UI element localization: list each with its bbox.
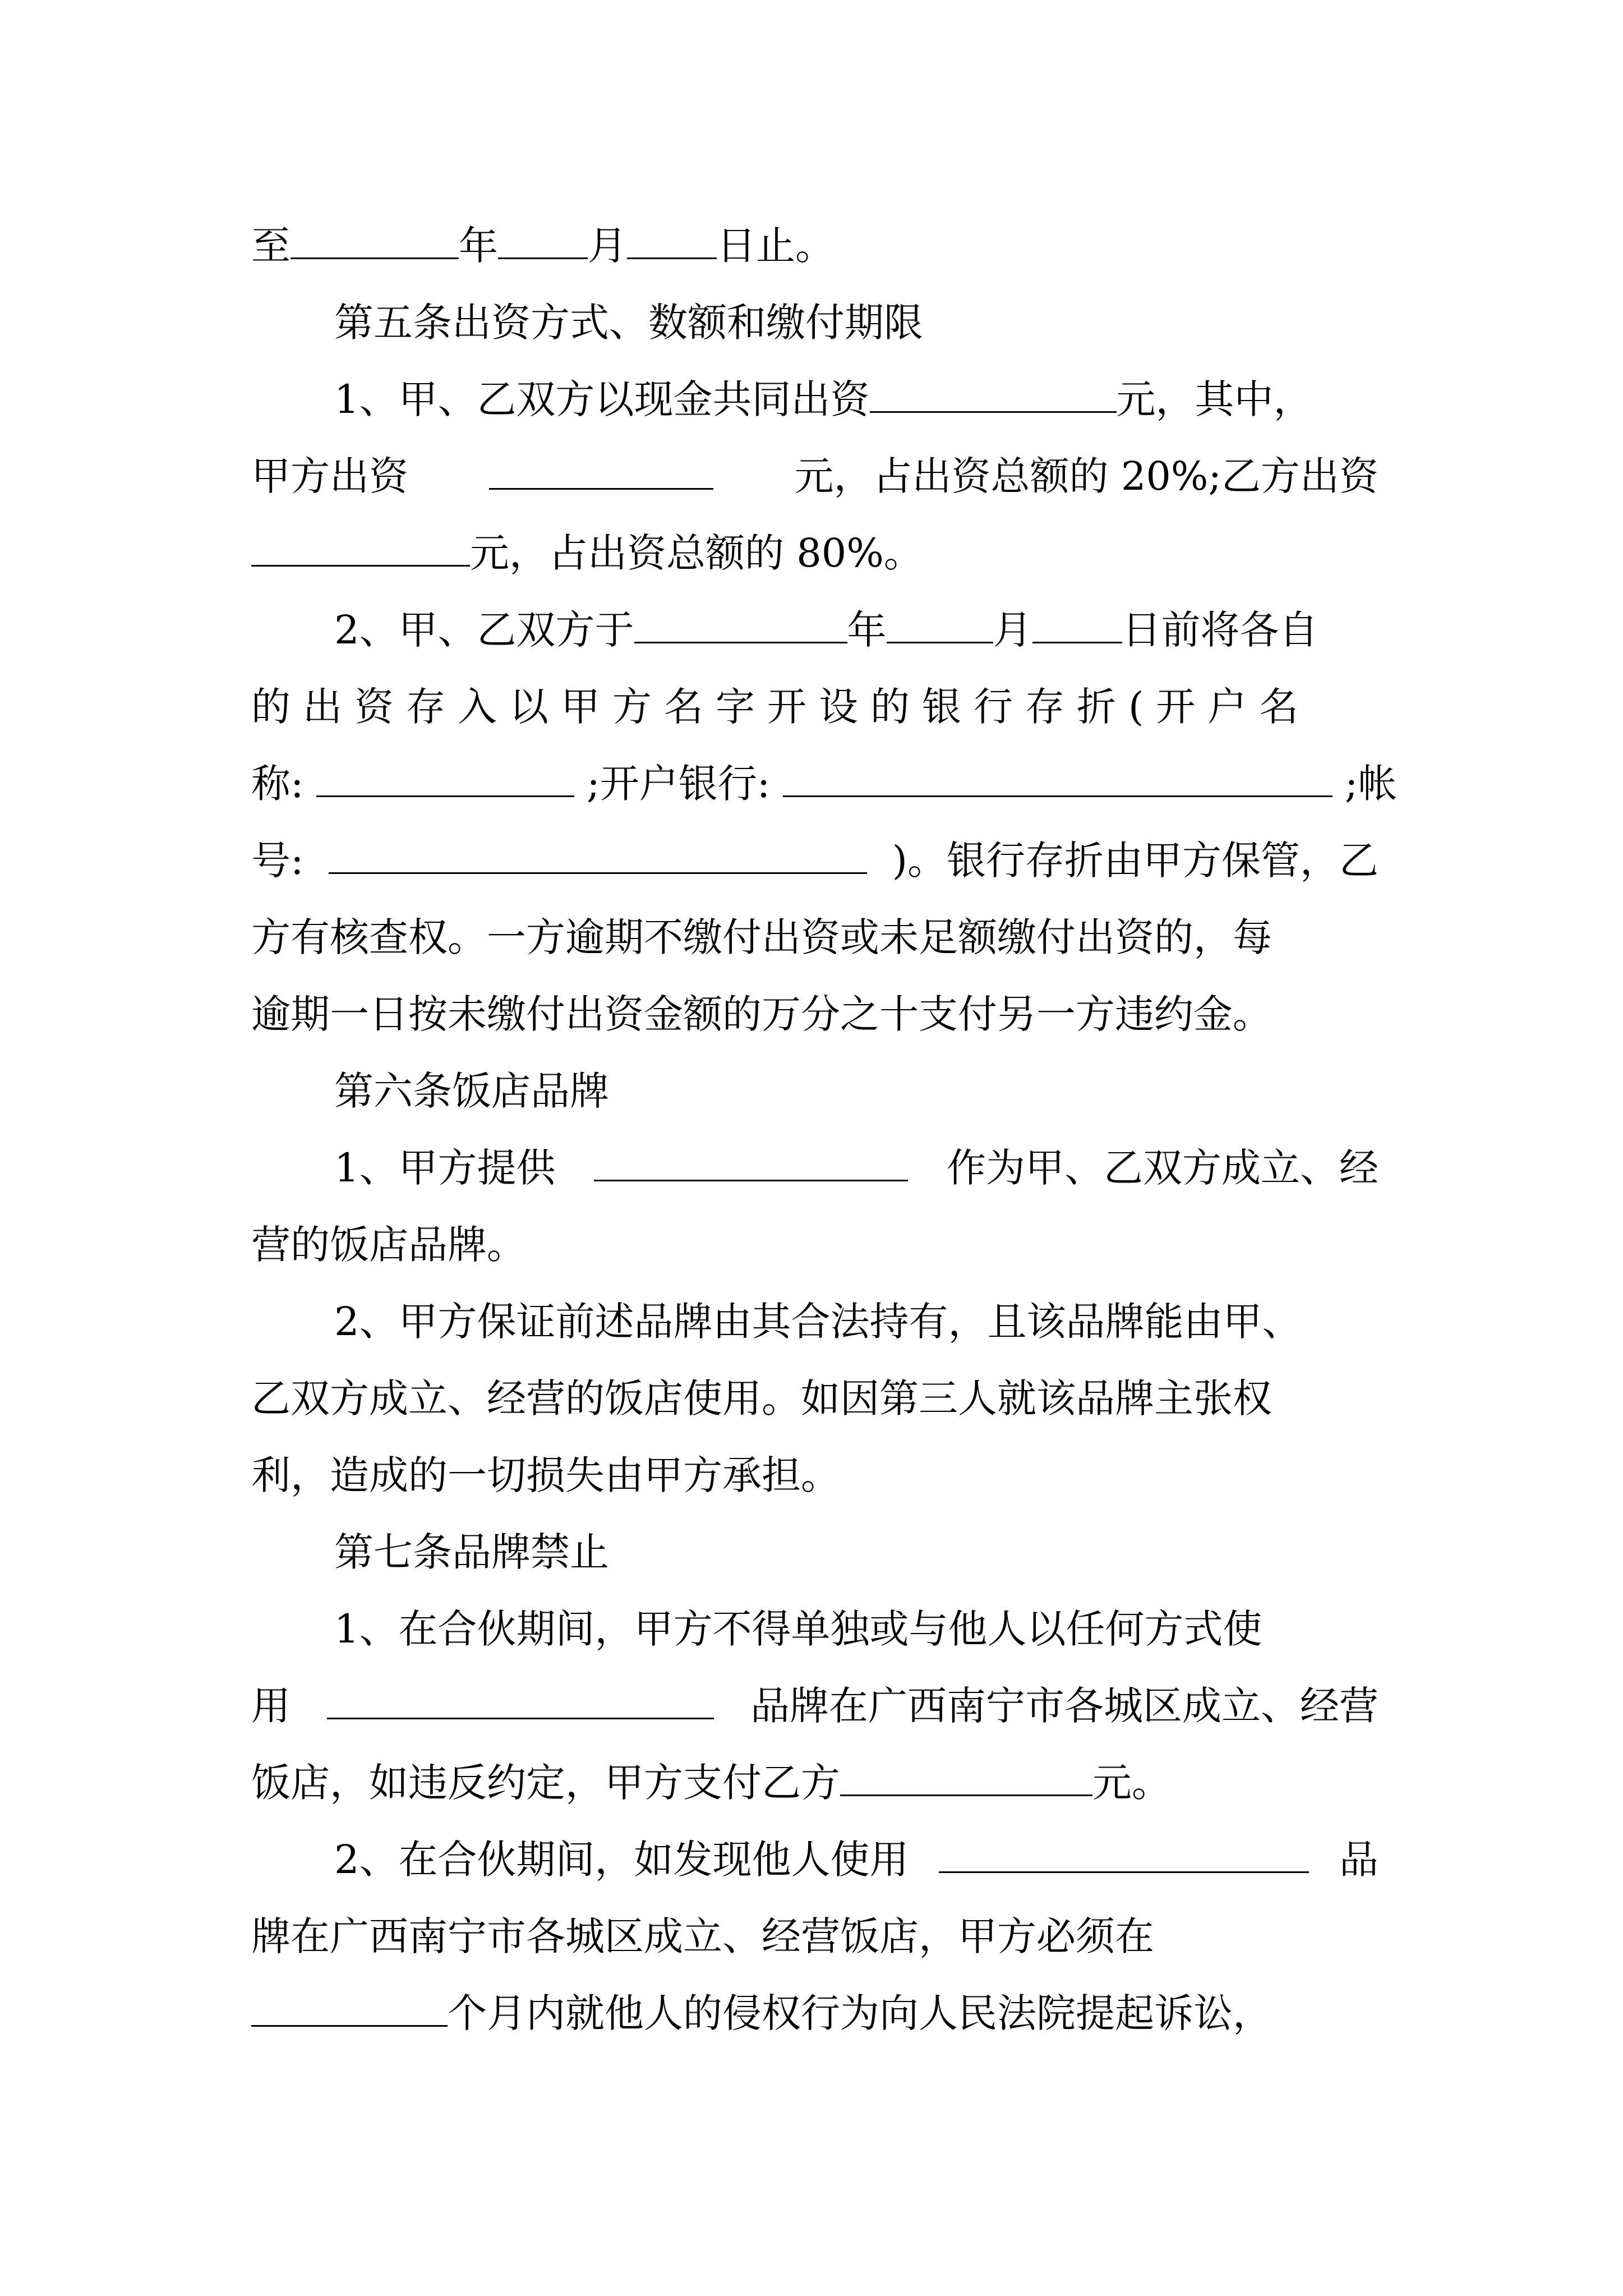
text-line — [251, 1433, 1378, 1517]
text-segment: 年 — [459, 223, 498, 269]
text-segment: 称: — [251, 761, 304, 807]
text-segment: 用 — [251, 1683, 291, 1729]
text-line — [251, 742, 1398, 826]
text-segment: ;开户银行: — [587, 761, 771, 807]
fill-in-blank[interactable] — [594, 1140, 908, 1181]
text-segment: 2、甲方保证前述品牌由其合法持有，且该品牌能由甲、 — [334, 1299, 1302, 1345]
text-segment: 个月内就他人的侵权行为向人民法院提起诉讼， — [448, 1990, 1272, 2036]
fill-in-blank[interactable] — [870, 372, 1117, 413]
text-line — [251, 1971, 1378, 2055]
text-segment: 元，其中， — [1116, 376, 1313, 422]
fill-in-blank[interactable] — [251, 1986, 448, 2027]
text-segment: 第六条饭店品牌 — [334, 1068, 609, 1114]
text-segment: 1、在合伙期间，甲方不得单独或与他人以任何方式使 — [334, 1606, 1262, 1652]
fill-in-blank[interactable] — [634, 602, 847, 643]
text-line — [334, 357, 1378, 441]
text-line — [334, 1818, 1378, 1902]
text-line — [334, 588, 1378, 672]
text-segment: 甲方出资 — [251, 453, 408, 499]
text-segment: 元，占出资总额的 20%;乙方出资 — [794, 453, 1378, 499]
text-segment: 号: — [251, 838, 304, 884]
text-segment: )。银行存折由甲方保管，乙 — [892, 838, 1378, 884]
text-segment: 日止。 — [717, 223, 834, 269]
fill-in-blank[interactable] — [489, 449, 713, 490]
text-segment: 第七条品牌禁止 — [334, 1529, 609, 1575]
text-segment: 方有核查权。一方逾期不缴付出资或未足额缴付出资的，每 — [251, 914, 1272, 960]
fill-in-blank[interactable] — [251, 526, 470, 567]
text-line — [251, 818, 1378, 903]
text-segment: 1、甲、乙双方以现金共同出资 — [334, 376, 870, 422]
text-segment: 作为甲、乙双方成立、经 — [946, 1145, 1378, 1191]
fill-in-blank[interactable] — [498, 218, 588, 259]
text-line — [251, 1356, 1378, 1441]
text-line — [251, 895, 1378, 979]
text-segment: 第五条出资方式、数额和缴付期限 — [334, 300, 923, 346]
text-line — [251, 1741, 1378, 1825]
fill-in-blank[interactable] — [327, 1678, 714, 1719]
text-segment: 品牌在广西南宁市各城区成立、经营 — [750, 1683, 1378, 1729]
text-line — [251, 972, 1378, 1056]
text-line — [251, 665, 1378, 749]
text-line — [251, 1664, 1378, 1748]
fill-in-blank[interactable] — [1032, 602, 1122, 643]
section-heading — [334, 280, 1378, 365]
text-line — [334, 1587, 1378, 1671]
text-segment: 饭店，如违反约定，甲方支付乙方 — [251, 1760, 840, 1806]
text-line — [251, 434, 1378, 518]
fill-in-blank[interactable] — [783, 756, 1332, 797]
fill-in-blank[interactable] — [627, 218, 717, 259]
fill-in-blank[interactable] — [291, 218, 459, 259]
text-segment: ;帐 — [1344, 761, 1398, 807]
fill-in-blank[interactable] — [939, 1832, 1309, 1873]
text-line — [251, 1203, 1378, 1287]
fill-in-blank[interactable] — [840, 1755, 1092, 1796]
text-line — [251, 511, 1378, 595]
text-segment: 日前将各自 — [1122, 607, 1318, 653]
text-segment: 元，占出资总额的 80%。 — [470, 530, 923, 576]
text-segment: 元。 — [1092, 1760, 1171, 1806]
text-segment: 利，造成的一切损失由甲方承担。 — [251, 1452, 840, 1498]
text-line — [251, 1894, 1378, 1978]
fill-in-blank[interactable] — [316, 756, 574, 797]
text-line — [334, 1126, 1378, 1210]
text-segment: 2、甲、乙双方于 — [334, 607, 634, 653]
text-line — [334, 1280, 1378, 1364]
text-segment: 牌在广西南宁市各城区成立、经营饭店，甲方必须在 — [251, 1913, 1154, 1959]
fill-in-blank[interactable] — [887, 602, 993, 643]
section-heading — [334, 1049, 1378, 1133]
fill-in-blank[interactable] — [329, 833, 867, 874]
text-segment: 2、在合伙期间，如发现他人使用 — [334, 1837, 909, 1883]
text-line — [251, 204, 1378, 288]
text-segment: 的出资存入以甲方名字开设的银行存折(开户名 — [251, 684, 1311, 730]
text-segment: 乙双方成立、经营的饭店使用。如因第三人就该品牌主张权 — [251, 1375, 1272, 1421]
section-heading — [334, 1510, 1378, 1594]
text-segment: 至 — [251, 223, 291, 269]
text-segment: 品 — [1339, 1837, 1378, 1883]
text-segment: 逾期一日按未缴付出资金额的万分之十支付另一方违约金。 — [251, 991, 1272, 1037]
text-segment: 营的饭店品牌。 — [251, 1222, 526, 1268]
text-segment: 月 — [588, 223, 627, 269]
text-segment: 月 — [993, 607, 1032, 653]
text-segment: 年 — [847, 607, 887, 653]
text-segment: 1、甲方提供 — [334, 1145, 556, 1191]
